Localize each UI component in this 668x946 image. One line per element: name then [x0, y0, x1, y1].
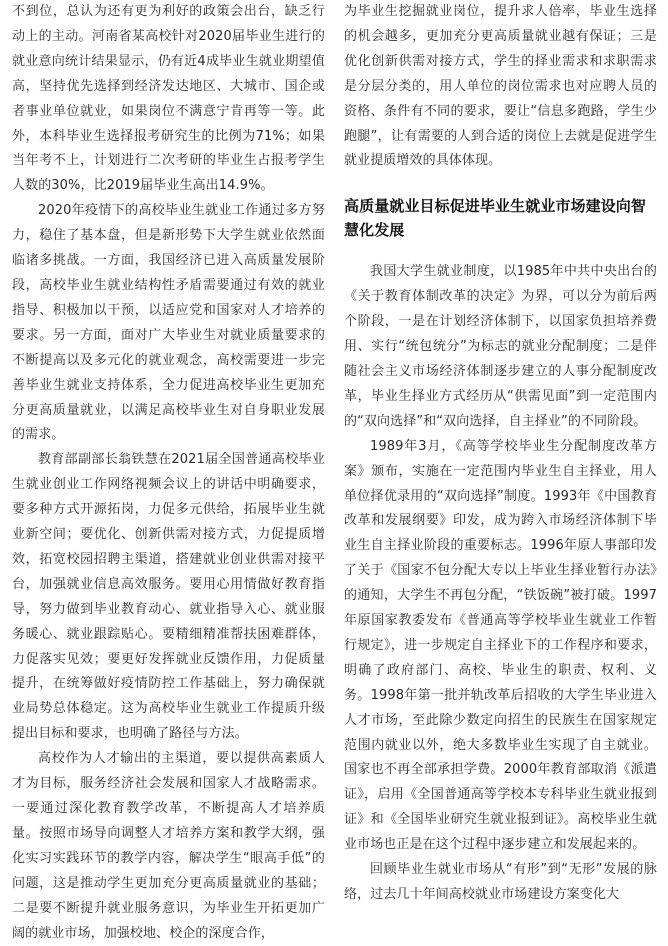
body-paragraph: 回顾毕业生就业市场从“有形”到“无形”发展的脉络，过去几十年间高校就业市场建设方案变化大 — [344, 862, 657, 902]
body-paragraph: 1989年3月，《高等学校毕业生分配制度改革方案》颁布，实施在一定范围内毕业生自主择业，用人单位择优录用的“双向选择”制度。1993年《中国教育改革和发展纲要》印发，成为跨入市场经济体制下毕业生自主择业阶段的重要标志。1996年原人事部印发了关于《国家不包分配大专以上毕业生择业暂行办法》的通知，大学生不再包分配，“铁饭碗”被打破。1997年原国家教委发布《普通高等学校毕业生就业工作暂行规定》，进一步规定自主择业下的工作程序和要求，明确了政府部门、高校、毕业生的职责、权利、义务。1998年第一批并轨改革后招收的大学生毕业进入人才市场，至此除少数定向招生的民族生在国家规定范围内就业以外，绝大多数毕业生实现了自主就业。国家也不再全部承担学费。2000年教育部取消《派遣证》，启用《全国普通高等学校本专科毕业生就业报到证》和《全国毕业研究生就业报到证》。高校毕业生就业市场也正是在这个过程中逐步建立和发展起来的。 — [344, 438, 657, 853]
body-paragraph: 我国大学生就业制度，以1985年中共中央出台的《关于教育体制改革的决定》为界，可以分为前后两个阶段，一是在计划经济体制下，以国家负担培养费用、实行“统包统分”为标志的就业分配制度；二是伴随社会主义市场经济体制逐步建立的人事分配制度改革，毕业生择业方式经历从“供需见面”到一定范围内的“双向选择”和“双向选择，自主择业”的不同阶段。 — [344, 264, 657, 429]
left-column — [12, 0, 325, 946]
body-paragraph: 2020年疫情下的高校毕业生就业工作通过多方努力，稳住了基本盘，但是新形势下大学生就业依然面临诸多挑战。一方面，我国经济已进入高质量发展阶段，高校毕业生就业结构性矛盾需要通过有效的就业指导、积极加以干预，以适应党和国家对人才培养的要求。另一方面，面对广大毕业生对就业质量要求的不断提高以及多元化的就业观念，高校需要进一步完善毕业生就业支持体系，全力促进高校毕业生更加充分更高质量就业，以满足高校毕业生对自身职业发展的需求。 — [12, 203, 325, 443]
right-column — [344, 0, 657, 908]
body-paragraph: 不到位，总认为还有更为利好的政策会出台，缺乏行动上的主动。河南省某高校针对2020届毕业生进行的就业意向统计结果显示，仍有近4成毕业生就业期望值高，坚持优先选择到经济发达地区、大城市、国企或者事业单位就业，如果岗位不满意宁肯再等一等。此外，本科毕业生选择报考研究生的比例为71%；如果当年考不上，计划进行二次考研的毕业生占报考学生人数的30%，比2019届毕业生高出14.9%。 — [12, 4, 325, 194]
body-paragraph: 为毕业生挖掘就业岗位，提升求人倍率，毕业生选择的机会越多，更加充分更高质量就业越有保证；三是优化创新供需对接方式，学生的择业需求和求职需求是分层分类的，用人单位的岗位需求也对应聘人员的资格、条件有不同的要求，要让“信息多跑路，学生少跑腿”，让有需要的人到合适的岗位上去就是促进学生就业提质增效的具体体现。 — [344, 4, 657, 169]
body-paragraph: 高校作为人才输出的主渠道，要以提供高素质人才为目标，服务经济社会发展和国家人才战略需求。一要通过深化教育教学改革，不断提高人才培养质量。按照市场导向调整人才培养方案和教学大纲，强化实习实践环节的教学内容，解决学生“眼高手低”的问题，这是推动学生更加充分更高质量就业的基础；二是要不断提升就业服务意识，为毕业生开拓更加广阔的就业市场，加强校地、校企的深度合作， — [12, 751, 325, 941]
section-heading: 高质量就业目标促进毕业生就业市场建设向智慧化发展 — [344, 197, 647, 240]
body-paragraph: 教育部副部长翁铁慧在2021届全国普通高校毕业生就业创业工作网络视频会议上的讲话中明确要求，要多种方式开源拓岗，力促多元供给，拓展毕业生就业新空间；要优化、创新供需对接方式，力促提质增效，拓宽校园招聘主渠道，搭建就业创业供需对接平台，加强就业信息高效服务。要用心用情做好教育指导，努力做到毕业教育动心、就业指导入心、就业服务暖心、就业跟踪贴心。要精细精准帮扶困难群体，力促落实见效；要更好发挥就业反馈作用，力促质量提升，在统筹做好疫情防控工作基础上，努力确保就业局势总体稳定。这为高校毕业生就业工作提质升级提出目标和要求，也明确了路径与方法。 — [12, 452, 325, 742]
